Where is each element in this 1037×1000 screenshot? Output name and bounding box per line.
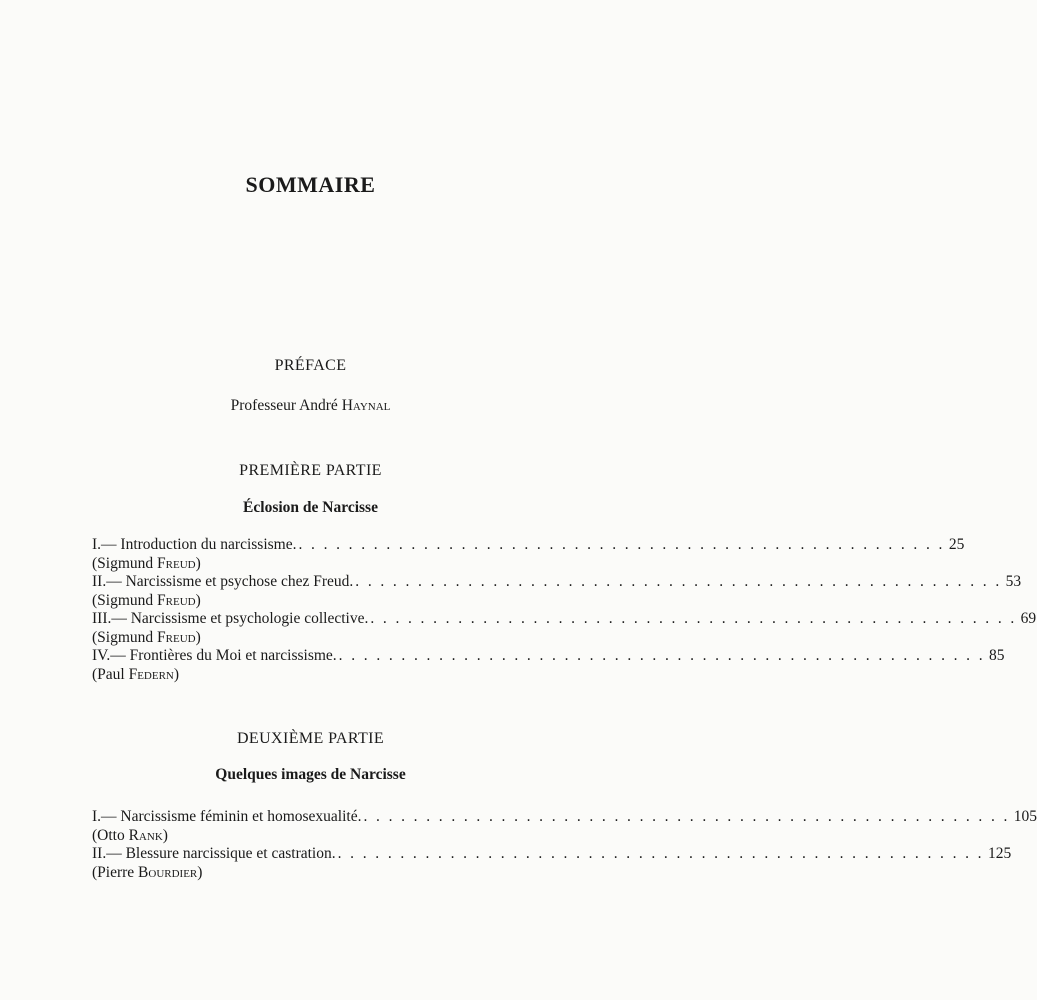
part2-toc: [92, 808, 1037, 882]
author-name: Federn: [128, 665, 174, 683]
toc-entry-author: [92, 864, 570, 883]
author-suffix: ): [173, 665, 180, 683]
author-name: Rank: [128, 826, 163, 844]
toc-entry-author: [92, 666, 570, 685]
dot-leader: . . . . . . . . . . . . . . . . . . . . . . . . . . . . . . . . . . . . . . . . . . . . . . . . . . . .: [298, 536, 945, 553]
part2-heading: DEUXIÈME PARTIE: [236, 730, 385, 747]
dot-leader: . . . . . . . . . . . . . . . . . . . . . . . . . . . . . . . . . . . . . . . . . . . . . . . . . . . .: [370, 610, 1017, 627]
toc-entry-title: I.— Narcissisme féminin et homosexualité.: [92, 808, 362, 825]
author-prefix: (Pierre: [92, 863, 135, 881]
page-title: SOMMAIRE: [245, 172, 376, 197]
author-prefix: (Sigmund: [92, 554, 154, 572]
part1-heading: PREMIÈRE PARTIE: [239, 462, 382, 479]
part1-subtitle: Éclosion de Narcisse: [243, 499, 378, 516]
toc-page-number: 85: [989, 647, 1005, 664]
toc-entry[interactable]: [92, 536, 965, 573]
preface-author: [0, 397, 621, 415]
toc-page-number: 69: [1020, 610, 1037, 627]
part2-subtitle: Quelques images de Narcisse: [215, 766, 406, 783]
toc-entry-author: [92, 629, 570, 648]
toc-entry-title: II.— Narcissisme et psychose chez Freud.: [92, 573, 354, 590]
toc-page-number: 125: [987, 845, 1012, 862]
preface-author-prefix: Professeur André: [230, 397, 338, 414]
author-suffix: ): [162, 826, 168, 844]
dot-leader: . . . . . . . . . . . . . . . . . . . . . . . . . . . . . . . . . . . . . . . . . . . . . . . . . . . .: [338, 647, 985, 664]
toc-entry[interactable]: [92, 845, 1012, 882]
toc-entry-title: I.— Introduction du narcissisme.: [92, 536, 297, 553]
toc-page-number: 25: [948, 536, 965, 553]
author-name: Freud: [157, 628, 196, 646]
toc-entry-title: II.— Blessure narcissique et castration.: [92, 845, 336, 862]
dot-leader: . . . . . . . . . . . . . . . . . . . . . . . . . . . . . . . . . . . . . . . . . . . . . . . . . . . .: [355, 573, 1002, 590]
preface-author-name: Haynal: [341, 397, 391, 414]
author-prefix: (Paul: [92, 665, 125, 683]
toc-entry[interactable]: [92, 808, 1037, 845]
part1-toc: [92, 536, 1037, 684]
toc-page-number: 105: [1013, 808, 1037, 825]
author-suffix: ): [195, 591, 201, 609]
author-prefix: (Sigmund: [92, 628, 154, 646]
author-name: Freud: [157, 554, 196, 572]
author-suffix: ): [195, 554, 201, 572]
author-suffix: ): [195, 628, 201, 646]
author-name: Bourdier: [138, 863, 198, 881]
toc-entry[interactable]: [92, 647, 1005, 684]
toc-entry[interactable]: [92, 610, 1037, 647]
toc-entry-author: [92, 827, 570, 846]
toc-entry-title: III.— Narcissisme et psychologie collective.: [92, 610, 369, 627]
author-name: Freud: [157, 591, 196, 609]
author-prefix: (Sigmund: [92, 591, 154, 609]
dot-leader: . . . . . . . . . . . . . . . . . . . . . . . . . . . . . . . . . . . . . . . . . . . . . . . . . . . .: [363, 808, 1010, 825]
preface-heading: PRÉFACE: [274, 357, 347, 374]
toc-entry-author: [92, 555, 570, 574]
toc-entry[interactable]: [92, 573, 1022, 610]
author-prefix: (Otto: [92, 826, 125, 844]
toc-page-number: 53: [1005, 573, 1022, 590]
toc-entry-title: IV.— Frontières du Moi et narcissisme.: [92, 647, 337, 664]
toc-entry-author: [92, 592, 570, 611]
author-suffix: ): [197, 863, 203, 881]
dot-leader: . . . . . . . . . . . . . . . . . . . . . . . . . . . . . . . . . . . . . . . . . . . . . . . . . . . .: [337, 845, 984, 862]
